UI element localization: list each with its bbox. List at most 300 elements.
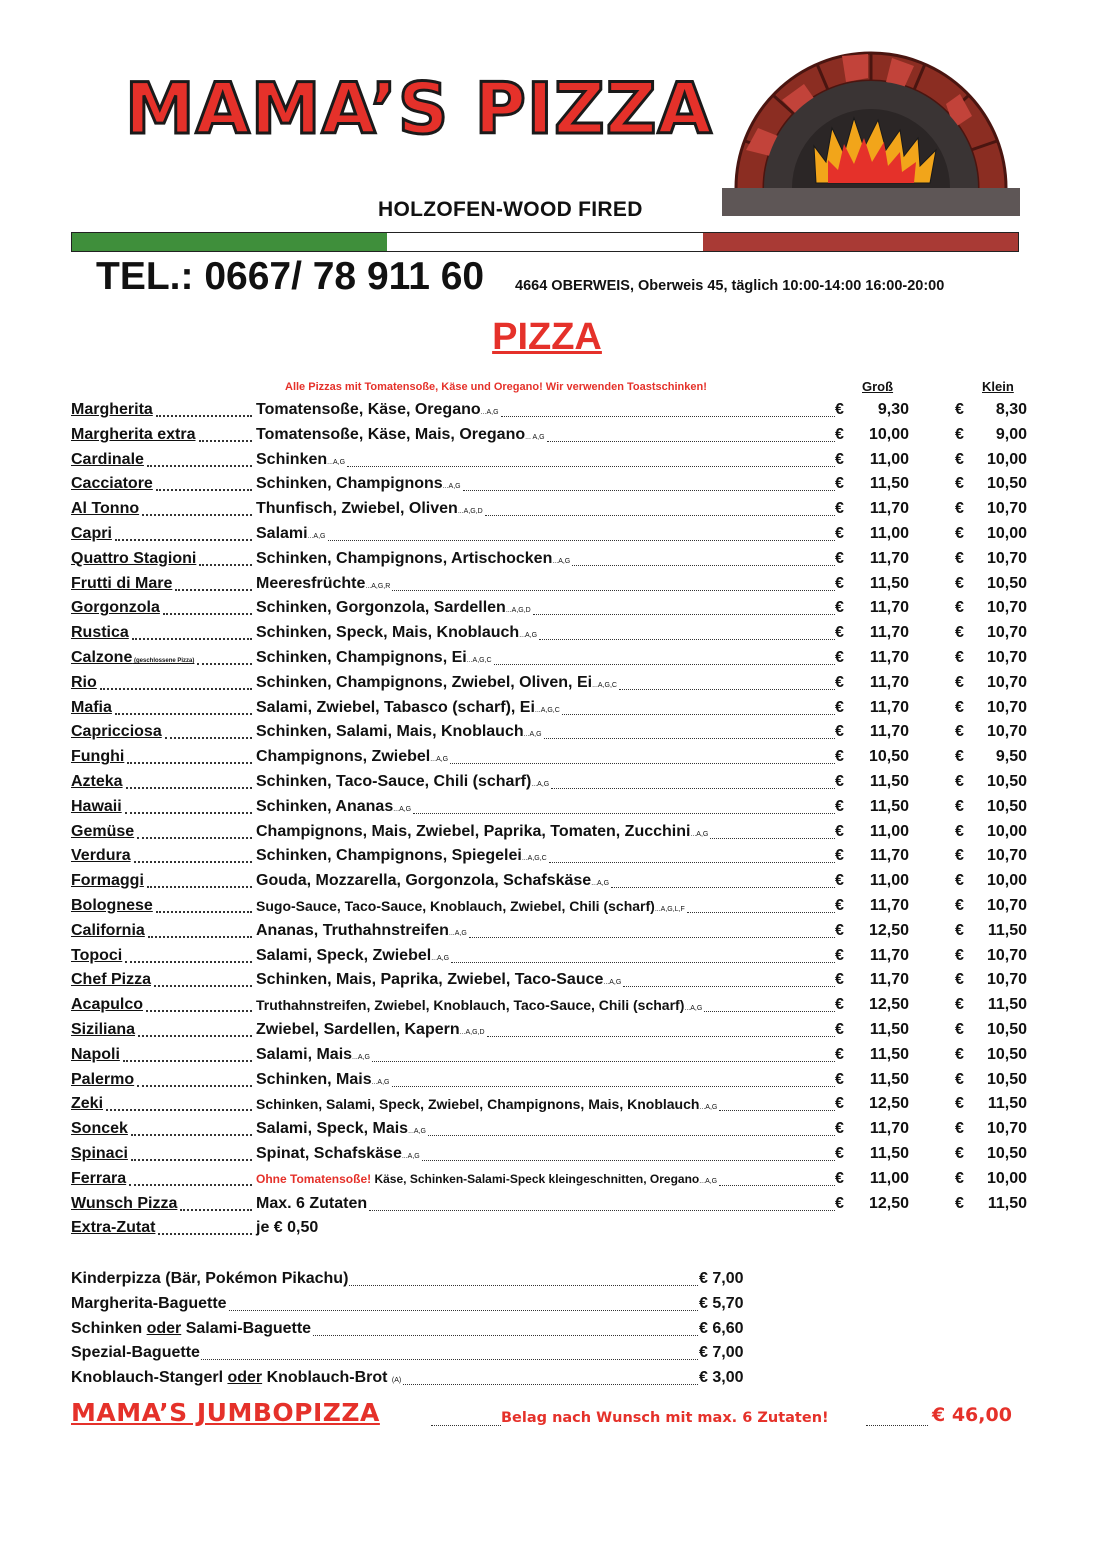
pizza-ingredients: Meeresfrüchte...A,G,R — [256, 574, 391, 592]
pizza-row — [71, 696, 1031, 721]
pizza-name: Rio — [71, 673, 97, 691]
currency-symbol: € — [955, 1020, 964, 1038]
currency-symbol: € — [955, 524, 964, 542]
wood-oven-icon — [722, 38, 1020, 216]
allergen-codes: ...A,G — [690, 830, 709, 838]
price-gross: 11,50 — [869, 574, 909, 592]
jumbo-name: MAMA’S JUMBOPIZZA — [71, 1398, 380, 1427]
currency-symbol: € — [955, 1095, 964, 1113]
price-klein: 11,50 — [987, 996, 1027, 1014]
pizza-row — [71, 1068, 1031, 1093]
currency-symbol: € — [955, 971, 964, 989]
pizza-row — [71, 894, 1031, 919]
currency-symbol: € — [835, 673, 844, 691]
price-gross: 9,30 — [877, 401, 909, 418]
leader-dots — [547, 441, 835, 442]
price-klein: 10,70 — [986, 500, 1027, 518]
currency-symbol: € — [955, 425, 964, 443]
pizza-ingredients: Schinken, Speck, Mais, Knoblauch...A,G — [256, 624, 538, 642]
pizza-name: Funghi — [71, 748, 125, 766]
currency-symbol: € — [955, 500, 964, 518]
price-gross: 11,50 — [869, 1070, 909, 1088]
allergen-codes: ...A,G,C — [466, 656, 492, 664]
leader-dots — [100, 688, 252, 690]
italian-flag-bar — [71, 232, 1019, 252]
currency-symbol: € — [835, 946, 844, 964]
currency-symbol: € — [835, 996, 844, 1014]
leader-dots — [347, 466, 835, 467]
currency-symbol: € — [955, 723, 964, 741]
allergen-codes: ...A,G — [371, 1078, 390, 1086]
currency-symbol: € — [955, 896, 964, 914]
price-klein: 10,00 — [986, 1169, 1027, 1187]
price-klein: 10,00 — [986, 524, 1027, 542]
allergen-codes: ...A,G — [352, 1053, 370, 1061]
subtitle: HOLZOFEN-WOOD FIRED — [378, 198, 643, 221]
price-gross: 11,70 — [869, 896, 909, 914]
allergen-codes: ...A,G,D — [457, 508, 483, 516]
extra-name: Kinderpizza (Bär, Pokémon Pikachu) — [71, 1267, 349, 1292]
allergen-codes: ...A,G — [699, 1104, 718, 1112]
currency-symbol: € — [835, 797, 844, 815]
leader-dots — [199, 564, 252, 566]
leader-dots — [469, 937, 835, 938]
pizza-name: Soncek — [71, 1120, 128, 1138]
extra-name-or: oder — [146, 1319, 182, 1337]
price-klein: 10,70 — [986, 698, 1027, 716]
leader-dots — [562, 714, 835, 715]
price-gross: 12,50 — [868, 1194, 909, 1212]
flag-green-stripe — [72, 233, 387, 251]
pizza-ingredients: Schinken, Salami, Speck, Zwiebel, Champignons, Mais, Knoblauch...A,G — [256, 1096, 718, 1113]
extra-name: Spezial-Baguette — [71, 1341, 201, 1366]
pizza-row — [71, 646, 1031, 671]
leader-dots — [154, 985, 252, 987]
price-klein: 10,50 — [986, 1045, 1027, 1063]
price-gross: 11,70 — [869, 946, 909, 964]
pizza-ingredients: Spinat, Schafskäse...A,G — [256, 1144, 420, 1162]
pizza-name-note: (geschlossene Pizza) — [132, 657, 195, 664]
currency-symbol: € — [955, 1070, 964, 1088]
pizza-ingredients: Max. 6 Zutaten — [256, 1194, 368, 1212]
pizza-name: Mafia — [71, 698, 112, 716]
pizza-row — [71, 869, 1031, 894]
jumbo-leader-dots — [431, 1425, 501, 1426]
leader-dots — [619, 689, 835, 690]
price-gross: 11,70 — [869, 723, 909, 741]
leader-dots — [719, 1185, 835, 1186]
allergen-codes: ...A,G — [603, 979, 622, 987]
pizza-ingredients: Tomatensoße, Käse, Oregano...A,G — [256, 401, 499, 418]
currency-symbol: € — [835, 1070, 844, 1088]
extra-price: € 5,70 — [699, 1292, 743, 1317]
currency-symbol: € — [835, 822, 844, 840]
pizza-name: Spinaci — [71, 1144, 128, 1162]
currency-symbol: € — [835, 500, 844, 518]
pizza-row — [71, 596, 1031, 621]
currency-symbol: € — [835, 574, 844, 592]
leader-dots — [623, 986, 835, 987]
pizza-ingredients: Schinken, Champignons, Spiegelei...A,G,C — [256, 847, 547, 865]
pizza-row — [71, 497, 1031, 522]
leader-dots — [156, 415, 252, 417]
jumbo-leader-dots — [866, 1425, 928, 1426]
price-klein: 10,70 — [986, 971, 1027, 989]
leader-dots — [392, 590, 835, 591]
allergen-codes: (A) — [391, 1377, 402, 1385]
pizza-name: Hawaii — [71, 797, 122, 815]
pizza-name: Bolognese — [71, 896, 153, 914]
currency-symbol: € — [955, 772, 964, 790]
pizza-name: Formaggi — [71, 872, 144, 890]
price-klein: 11,50 — [987, 1194, 1027, 1212]
price-klein: 10,70 — [986, 549, 1027, 567]
currency-symbol: € — [835, 1169, 844, 1187]
allergen-codes: ...A,G,D — [505, 607, 531, 615]
leader-dots — [719, 1110, 835, 1111]
allergen-codes: ...A,G — [480, 409, 499, 416]
currency-symbol: € — [835, 475, 844, 493]
pizza-ingredients: Champignons, Zwiebel...A,G — [256, 748, 449, 766]
pizza-name: Margherita extra — [71, 425, 196, 443]
leader-dots — [710, 838, 835, 839]
leader-dots — [328, 540, 836, 541]
currency-symbol: € — [955, 1045, 964, 1063]
price-gross: 11,50 — [869, 1045, 909, 1063]
address: 4664 OBERWEIS, Oberweis 45, täglich 10:00-14:00 16:00-20:00 — [515, 278, 945, 294]
price-klein: 10,00 — [986, 872, 1027, 890]
price-klein: 10,50 — [986, 772, 1027, 790]
leader-dots — [147, 886, 252, 888]
allergen-codes: ...A,G,C — [592, 681, 617, 689]
allergen-codes: ...A,G,R — [365, 582, 391, 590]
extra-row — [71, 1341, 761, 1366]
currency-symbol: € — [835, 896, 844, 914]
extra-name: Schinken oder Salami-Baguette — [71, 1317, 312, 1342]
pizza-name: Verdura — [71, 847, 131, 865]
leader-dots — [123, 1060, 252, 1062]
pizza-ingredients: Schinken, Ananas...A,G — [256, 797, 412, 815]
extra-row — [71, 1317, 761, 1342]
pizza-row — [71, 820, 1031, 845]
leader-dots — [131, 1134, 252, 1136]
leader-dots — [142, 514, 252, 516]
leader-dots — [539, 639, 835, 640]
price-gross: 11,70 — [869, 673, 909, 691]
currency-symbol: € — [835, 1144, 844, 1162]
price-gross: 12,50 — [868, 1095, 909, 1113]
price-klein: 10,50 — [986, 1144, 1027, 1162]
price-gross: 11,50 — [869, 797, 909, 815]
allergen-codes: ...A,G — [307, 532, 326, 540]
allergen-codes: ...A,G — [430, 756, 449, 764]
currency-symbol: € — [955, 1144, 964, 1162]
currency-symbol: € — [835, 599, 844, 617]
pizza-ingredients: Tomatensoße, Käse, Mais, Oregano... A,G — [256, 425, 545, 443]
pizza-name: Azteka — [71, 772, 123, 790]
price-klein: 10,70 — [986, 599, 1027, 617]
pizza-ingredients: Schinken...A,G — [256, 450, 346, 468]
pizza-name: Ferrara — [71, 1169, 127, 1187]
allergen-codes: ...A,G — [552, 557, 571, 565]
pizza-ingredients: Schinken, Champignons...A,G — [256, 475, 461, 493]
allergen-codes: ...A,G,C — [534, 706, 560, 714]
price-gross: 11,70 — [869, 648, 909, 666]
currency-symbol: € — [955, 401, 964, 418]
extra-row — [71, 1267, 761, 1292]
pizza-ingredients: Salami, Speck, Zwiebel...A,G — [256, 946, 450, 964]
pizza-name: Cacciatore — [71, 475, 153, 493]
price-klein: 9,50 — [995, 748, 1027, 766]
leader-dots — [146, 1010, 252, 1012]
allergen-codes: ...A,G — [401, 1152, 420, 1160]
leader-dots — [137, 837, 252, 839]
allergen-codes: ...A,G — [684, 1005, 703, 1013]
pizza-ingredients: Ohne Tomatensoße! Käse, Schinken-Salami-Speck kleingeschnitten, Oregano...A,G — [256, 1171, 718, 1186]
price-klein: 10,50 — [986, 475, 1027, 493]
pizza-row — [71, 795, 1031, 820]
currency-symbol: € — [955, 1120, 964, 1138]
pizza-row — [71, 448, 1031, 473]
pizza-row — [71, 547, 1031, 572]
pizza-name: Napoli — [71, 1045, 120, 1063]
currency-symbol: € — [835, 872, 844, 890]
leader-dots — [501, 416, 835, 417]
leader-dots — [106, 1109, 252, 1111]
currency-symbol: € — [955, 549, 964, 567]
allergen-codes: ...A,G — [523, 731, 542, 739]
leader-dots — [156, 489, 252, 491]
currency-symbol: € — [835, 549, 844, 567]
pizza-ingredients: Gouda, Mozzarella, Gorgonzola, Schafskäse...A,G — [256, 872, 610, 890]
price-gross: 11,70 — [869, 971, 909, 989]
pizza-row — [71, 1167, 1031, 1192]
leader-dots — [450, 763, 835, 764]
currency-symbol: € — [955, 1194, 964, 1212]
pizza-name: Acapulco — [71, 996, 144, 1014]
price-klein: 10,70 — [986, 946, 1027, 964]
currency-symbol: € — [835, 425, 844, 443]
price-gross: 11,00 — [869, 450, 909, 468]
price-gross: 11,50 — [869, 772, 909, 790]
price-klein: 8,30 — [995, 401, 1027, 418]
leader-dots — [611, 887, 835, 888]
pizza-row — [71, 522, 1031, 547]
price-gross: 11,70 — [869, 698, 909, 716]
pizza-name: Extra-Zutat — [71, 1219, 156, 1237]
leader-dots — [137, 1085, 252, 1087]
pizza-name: Al Tonno — [71, 500, 140, 518]
jumbo-pizza — [71, 1398, 1031, 1434]
pizza-name: California — [71, 921, 145, 939]
price-klein: 10,50 — [986, 797, 1027, 815]
extras-list — [71, 1267, 761, 1391]
phone-number: TEL.: 0667/ 78 911 60 — [96, 255, 485, 298]
pizza-name: Palermo — [71, 1070, 135, 1088]
currency-symbol: € — [955, 475, 964, 493]
currency-symbol: € — [955, 822, 964, 840]
pizza-ingredients: Schinken, Mais, Paprika, Zwiebel, Taco-Sauce...A,G — [256, 971, 622, 989]
pizza-row — [71, 1092, 1031, 1117]
pizza-row — [71, 993, 1031, 1018]
price-gross: 11,00 — [869, 524, 909, 542]
allergen-codes: ...A,G — [408, 1128, 426, 1136]
pizza-ingredients: Schinken, Salami, Mais, Knoblauch...A,G — [256, 723, 542, 741]
extra-row — [71, 1366, 761, 1391]
pizza-ingredients: Thunfisch, Zwiebel, Oliven...A,G,D — [256, 500, 483, 518]
allergen-codes: ...A,G — [442, 483, 461, 491]
allergen-codes: ...A,G,D — [459, 1028, 485, 1036]
pizza-name: Frutti di Mare — [71, 574, 173, 592]
leader-dots — [487, 1036, 835, 1037]
leader-dots — [138, 1035, 252, 1037]
pizza-row — [71, 398, 1031, 423]
pizza-ingredients: Truthahnstreifen, Zwiebel, Knoblauch, Taco-Sauce, Chili (scharf)...A,G — [256, 997, 703, 1014]
pizza-ingredients: Salami, Mais...A,G — [256, 1045, 370, 1063]
price-gross: 11,50 — [869, 1144, 909, 1162]
pizza-name: Capricciosa — [71, 723, 162, 741]
extra-name-or: oder — [227, 1369, 263, 1387]
leader-dots — [572, 565, 835, 566]
currency-symbol: € — [955, 648, 964, 666]
currency-symbol: € — [835, 524, 844, 542]
currency-symbol: € — [955, 748, 964, 766]
pizza-name: Wunsch Pizza — [71, 1194, 178, 1212]
pizza-ingredients: Sugo-Sauce, Taco-Sauce, Knoblauch, Zwiebel, Chili (scharf)...A,G,L,F — [256, 897, 685, 914]
pizza-name: Quattro Stagioni — [71, 549, 197, 567]
pizza-row — [71, 745, 1031, 770]
pizza-ingredients: Salami, Zwiebel, Tabasco (scharf), Ei...A,G,C — [256, 698, 560, 716]
pizza-row — [71, 1216, 1031, 1241]
currency-symbol: € — [835, 1020, 844, 1038]
price-klein: 10,70 — [986, 723, 1027, 741]
price-klein: 11,50 — [987, 1095, 1027, 1113]
currency-symbol: € — [955, 1169, 964, 1187]
pizza-row — [71, 1142, 1031, 1167]
currency-symbol: € — [955, 921, 964, 939]
price-klein: 9,00 — [995, 425, 1027, 443]
pizza-list — [71, 398, 1031, 1241]
currency-symbol: € — [835, 847, 844, 865]
allergen-codes: ...A,G — [431, 954, 450, 962]
column-header-gross: Groß — [862, 379, 894, 394]
currency-symbol: € — [835, 698, 844, 716]
price-gross: 11,00 — [869, 872, 909, 890]
leader-dots — [156, 911, 252, 913]
leader-dots — [551, 788, 835, 789]
extra-name: Margherita-Baguette — [71, 1292, 228, 1317]
pizza-row — [71, 423, 1031, 448]
extra-price: € 3,00 — [699, 1366, 743, 1391]
price-klein: 10,50 — [986, 1070, 1027, 1088]
currency-symbol: € — [955, 872, 964, 890]
extra-price: € 7,00 — [699, 1341, 743, 1366]
price-gross: 11,70 — [869, 624, 909, 642]
price-gross: 11,70 — [869, 500, 909, 518]
price-klein: 10,70 — [986, 1120, 1027, 1138]
currency-symbol: € — [835, 723, 844, 741]
leader-dots — [129, 1184, 252, 1186]
pizza-row — [71, 472, 1031, 497]
pizza-ingredients: Schinken, Taco-Sauce, Chili (scharf)...A,G — [256, 772, 550, 790]
price-gross: 11,70 — [869, 549, 909, 567]
pizza-row — [71, 844, 1031, 869]
pizza-name: Rustica — [71, 624, 129, 642]
price-gross: 12,50 — [868, 921, 909, 939]
price-gross: 11,00 — [869, 1169, 909, 1187]
pizza-name: Zeki — [71, 1095, 104, 1113]
currency-symbol: € — [955, 996, 964, 1014]
allergen-codes: ... A,G — [525, 433, 545, 441]
allergen-codes: ...A,G — [327, 458, 346, 466]
leader-dots — [126, 787, 252, 789]
leader-dots — [392, 1086, 836, 1087]
leader-dots — [125, 812, 252, 814]
pizza-ingredients: Salami, Speck, Mais...A,G — [256, 1120, 426, 1138]
currency-symbol: € — [955, 946, 964, 964]
jumbo-description: Belag nach Wunsch mit max. 6 Zutaten! — [501, 1410, 829, 1426]
leader-dots — [115, 539, 252, 541]
pizza-row — [71, 621, 1031, 646]
flag-red-stripe — [703, 233, 1018, 251]
extra-price: € 7,00 — [699, 1267, 743, 1292]
leader-dots — [372, 1061, 835, 1062]
leader-dots — [199, 440, 253, 442]
leader-dots — [369, 1210, 835, 1211]
leader-dots — [175, 589, 252, 591]
allergen-codes: ...A,G — [531, 780, 550, 788]
leader-dots — [197, 663, 252, 665]
price-gross: 12,50 — [868, 996, 909, 1014]
leader-dots — [704, 1011, 835, 1012]
currency-symbol: € — [955, 847, 964, 865]
leader-dots — [131, 1159, 252, 1161]
allergen-codes: ...A,G — [591, 880, 610, 888]
pizza-row — [71, 770, 1031, 795]
leader-dots — [463, 490, 835, 491]
price-klein: 10,00 — [986, 822, 1027, 840]
price-klein: 10,70 — [986, 847, 1027, 865]
price-klein: 10,50 — [986, 1020, 1027, 1038]
pizza-ingredients: Schinken, Gorgonzola, Sardellen...A,G,D — [256, 599, 531, 617]
price-klein: 10,70 — [986, 673, 1027, 691]
price-klein: 10,50 — [986, 574, 1027, 592]
price-klein: 10,00 — [986, 450, 1027, 468]
leader-dots — [134, 861, 252, 863]
pizza-name: Capri — [71, 524, 112, 542]
allergen-codes: ...A,G,C — [521, 855, 547, 863]
allergen-codes: ...A,G — [519, 632, 538, 640]
currency-symbol: € — [835, 921, 844, 939]
pizza-row — [71, 1018, 1031, 1043]
currency-symbol: € — [835, 1120, 844, 1138]
brand-title: MAMA’S PIZZA — [125, 68, 713, 150]
currency-symbol: € — [955, 624, 964, 642]
leader-dots — [148, 936, 252, 938]
pizza-row — [71, 944, 1031, 969]
pizza-row — [71, 572, 1031, 597]
leader-dots — [132, 638, 252, 640]
leader-dots — [533, 614, 835, 615]
pizza-row — [71, 671, 1031, 696]
pizza-name: Gorgonzola — [71, 599, 160, 617]
section-title-pizza: PIZZA — [492, 316, 602, 358]
leader-dots — [413, 813, 835, 814]
leader-dots — [127, 762, 252, 764]
leader-dots — [451, 962, 835, 963]
pizza-ingredients: Schinken, Champignons, Ei...A,G,C — [256, 648, 492, 666]
currency-symbol: € — [955, 797, 964, 815]
